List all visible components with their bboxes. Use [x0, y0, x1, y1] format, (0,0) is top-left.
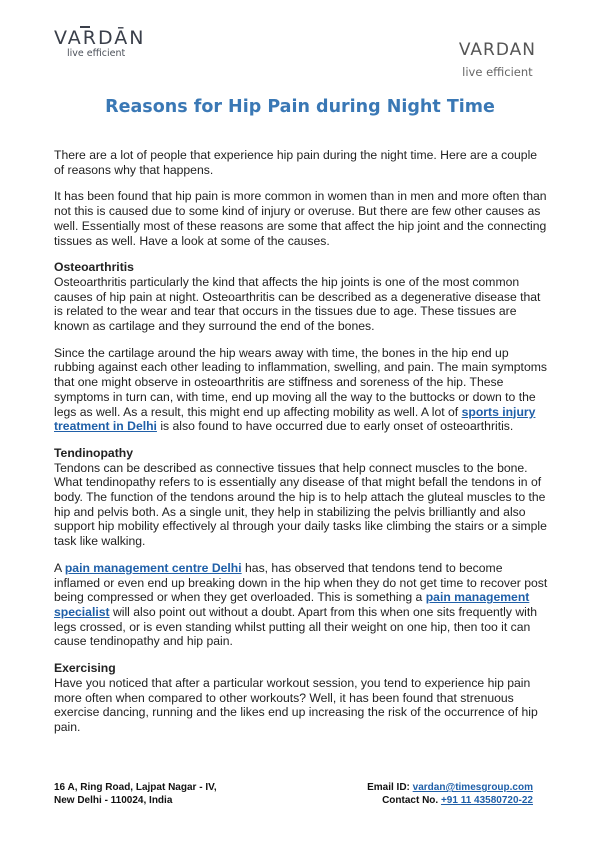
exercising-heading: Exercising: [54, 661, 116, 676]
logo-right-word: VARDAN: [458, 40, 536, 60]
contact-label: Contact No.: [382, 795, 441, 806]
intro-paragraph-1: There are a lot of people that experience hip pain during the night time. Here are a couple of reasons why that happens.: [54, 148, 538, 177]
exercising-paragraph-1: Have you noticed that after a particular workout session, you tend to experience hip pain more often when compared to other workouts? Well, it has been found that strenuous exercise dancing, running and the likes end up increasing the risk of the occurrence of hip pain.: [54, 675, 538, 734]
phone-line: [367, 794, 533, 807]
page-title: Reasons for Hip Pain during Night Time: [105, 97, 495, 117]
text-span: Since the cartilage around the hip wears away with time, the bones in the hip end up rubbing against each other leading to inflammation, swelling, and pain. The main symptoms that one might observe in osteoarthritis are stiffness and soreness of the hip. These symptoms in turn can, with time, end up moving all the way to the buttocks or down to the legs as well. As a result, this might end up affecting mobility as well. A lot of: [54, 345, 547, 419]
address-line-2: New Delhi - 110024, India: [54, 795, 173, 806]
email-label: Email ID:: [367, 782, 413, 793]
logo-left-word: VARDĀN: [54, 27, 146, 49]
email-link[interactable]: vardan@timesgroup.com: [412, 782, 533, 793]
logo-left-tagline: live efficient: [67, 48, 126, 59]
tendinopathy-paragraph-2: [54, 561, 548, 649]
text-span: is also found to have occurred due to early onset of osteoarthritis.: [156, 419, 514, 434]
text-span: A: [54, 560, 65, 575]
osteoarthritis-paragraph-2: [54, 346, 548, 434]
tendinopathy-paragraph-1: Tendons can be described as connective tissues that help connect muscles to the bone. What tendinopathy refers to is essentially any disease of that might befall the tendons in of body. The function of the tendons around the hip is to help attach the gluteal muscles to the hip and pelvis both. As a single unit, they help in stabilizing the pelvis brilliantly and also support hip mobility effectively al through your daily tasks like climbing the stairs or a simple task like walking.: [54, 460, 547, 549]
text-span: will also point out without a doubt. Apart from this when one sits frequently with legs crossed, or is even standing whilst putting all their weight on one hip, then too it can cause tendinopathy and hip pain.: [54, 604, 538, 649]
osteoarthritis-heading: Osteoarthritis: [54, 260, 134, 275]
address-line-1: 16 A, Ring Road, Lajpat Nagar - IV,: [54, 782, 217, 793]
article-body: [54, 148, 548, 747]
pain-management-centre-link[interactable]: pain management centre Delhi: [64, 560, 242, 575]
logo-left[interactable]: [54, 28, 164, 60]
text-span: has, has observed that tendons tend to become inflamed or even end up breaking down in the hip when they do not get time to recover post being compressed or when they get overloaded. This is something a: [54, 560, 548, 605]
logo-right-tagline: live efficient: [462, 65, 533, 79]
footer-contact: [367, 781, 533, 807]
logo-right: [459, 40, 536, 79]
footer-address: [54, 781, 217, 807]
email-line: [367, 781, 533, 794]
tendinopathy-heading: Tendinopathy: [54, 445, 133, 460]
sports-injury-link[interactable]: sports injury treatment in Delhi: [54, 404, 536, 434]
phone-link[interactable]: +91 11 43580720-22: [440, 795, 533, 806]
osteoarthritis-paragraph-1: Osteoarthritis particularly the kind that affects the hip joints is one of the most common causes of hip pain at night. Osteoarthritis can be described as a degenerative disease that is related to the wear and tear that occurs in the tissues due to age. These tissues are known as cartilage and they surround the end of the bones.: [54, 274, 541, 334]
pain-management-specialist-link[interactable]: pain management specialist: [54, 590, 530, 619]
intro-paragraph-2: It has been found that hip pain is more common in women than in men and more often than not this is caused due to some kind of injury or overuse. But there are few other causes as well. Essentially most of these reasons are some that affect the hip joint and the connecting tissues as well. Have a look at some of the causes.: [54, 189, 547, 248]
